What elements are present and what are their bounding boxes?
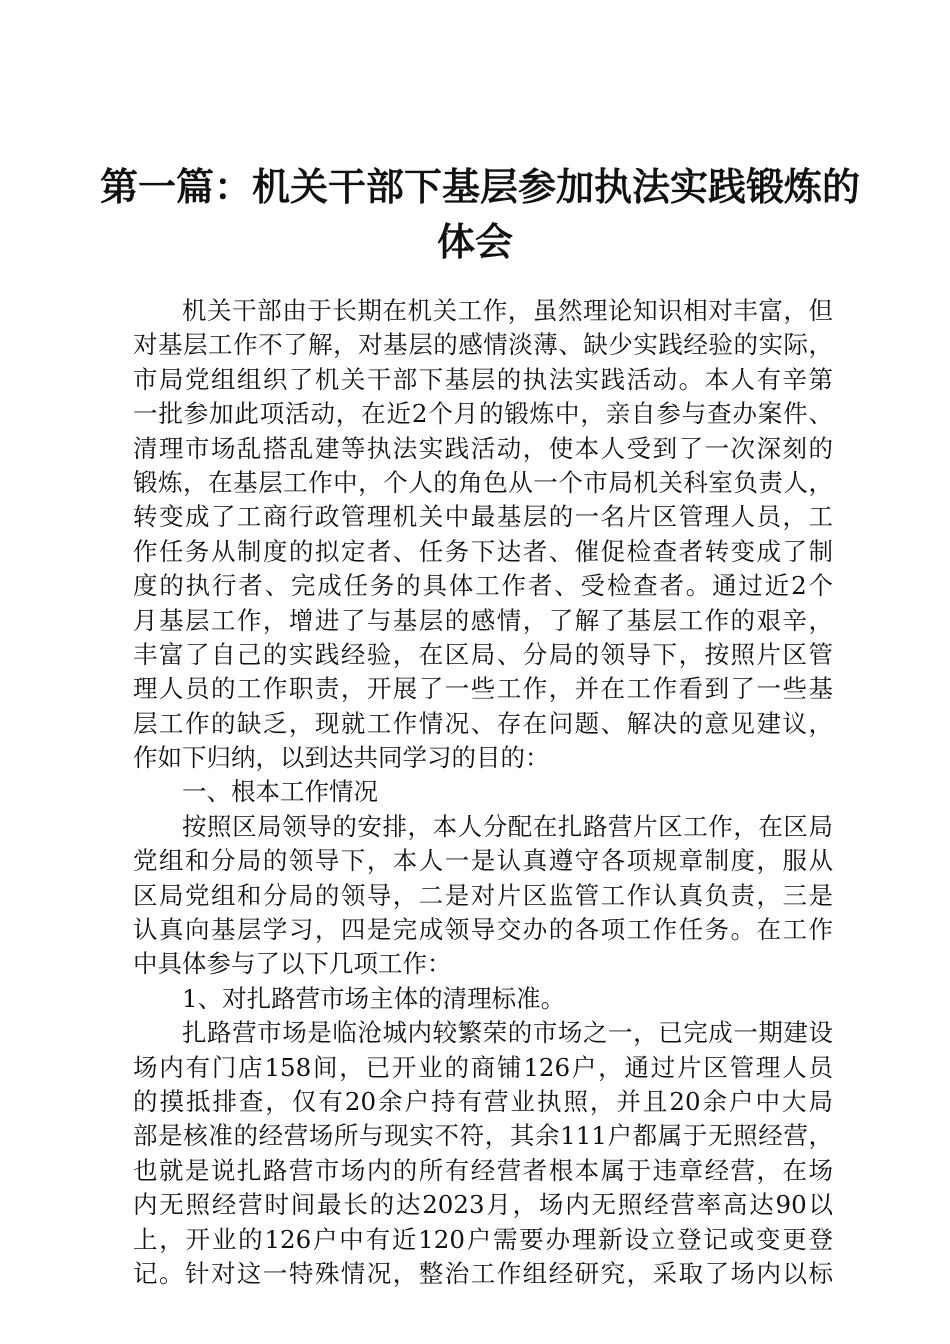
- body-line: 对基层工作不了解，对基层的感情淡薄、缺少实践经验的实际，: [133, 330, 833, 360]
- body-line: 记。针对这一特殊情况，整治工作组经研究，采取了场内以标: [133, 1258, 833, 1288]
- body-line: 作任务从制度的拟定者、任务下达者、催促检查者转变成了制: [133, 536, 833, 566]
- body-line: 清理市场乱搭乱建等执法实践活动，使本人受到了一次深刻的: [133, 433, 833, 463]
- body-line: 度的执行者、完成任务的具体工作者、受检查者。通过近2个: [133, 571, 833, 601]
- subsection-heading: 1、对扎路营市场主体的清理标准。: [182, 983, 566, 1013]
- body-line: 作如下归纳，以到达共同学习的目的：: [133, 743, 550, 773]
- body-line: 认真向基层学习，四是完成领导交办的各项工作任务。在工作: [133, 915, 833, 945]
- document-title-line-2: 体会: [436, 220, 513, 264]
- body-line: 中具体参与了以下几项工作：: [133, 949, 452, 979]
- body-line: 月基层工作，增进了与基层的感情，了解了基层工作的艰辛，: [133, 605, 833, 635]
- body-line: 区局党组和分局的领导，二是对片区监管工作认真负责，三是: [133, 880, 833, 910]
- body-line: 转变成了工商行政管理机关中最基层的一名片区管理人员，工: [133, 502, 833, 532]
- body-line: 锻炼，在基层工作中，个人的角色从一个市局机关科室负责人，: [133, 467, 833, 497]
- body-line: 层工作的缺乏，现就工作情况、存在问题、解决的意见建议，: [133, 708, 833, 738]
- body-line: 上，开业的126户中有近120户需要办理新设立登记或变更登: [133, 1224, 833, 1254]
- body-line: 市局党组组织了机关干部下基层的执法实践活动。本人有辛第: [133, 364, 833, 394]
- body-line: 的摸抵排查，仅有20余户持有营业执照，并且20余户中大局: [133, 1086, 833, 1116]
- body-line: 理人员的工作职责，开展了一些工作，并在工作看到了一些基: [133, 674, 833, 704]
- section-heading: 一、根本工作情况: [182, 777, 378, 807]
- document-body: [133, 294, 833, 1291]
- body-line: 也就是说扎路营市场内的所有经营者根本属于违章经营，在场: [133, 1155, 833, 1185]
- body-line: 部是核准的经营场所与现实不符，其余111户都属于无照经营，: [133, 1121, 833, 1151]
- body-line: 丰富了自己的实践经验，在区局、分局的领导下，按照片区管: [133, 639, 833, 669]
- body-line: 内无照经营时间最长的达2023月，场内无照经营率高达90以: [133, 1190, 833, 1220]
- document-title-line-1: 第一篇：机关干部下基层参加执法实践锻炼的: [100, 165, 861, 209]
- body-line: 一批参加此项活动，在近2个月的锻炼中，亲自参与查办案件、: [133, 399, 833, 429]
- body-line: 按照区局领导的安排，本人分配在扎路营片区工作，在区局: [182, 811, 833, 841]
- body-line: 场内有门店158间，已开业的商铺126户，通过片区管理人员: [133, 1052, 833, 1082]
- body-line: 扎路营市场是临沧城内较繁荣的市场之一，已完成一期建设: [182, 1018, 833, 1048]
- body-line: 机关干部由于长期在机关工作，虽然理论知识相对丰富，但: [182, 296, 833, 325]
- body-line: 党组和分局的领导下，本人一是认真遵守各项规章制度，服从: [133, 846, 833, 876]
